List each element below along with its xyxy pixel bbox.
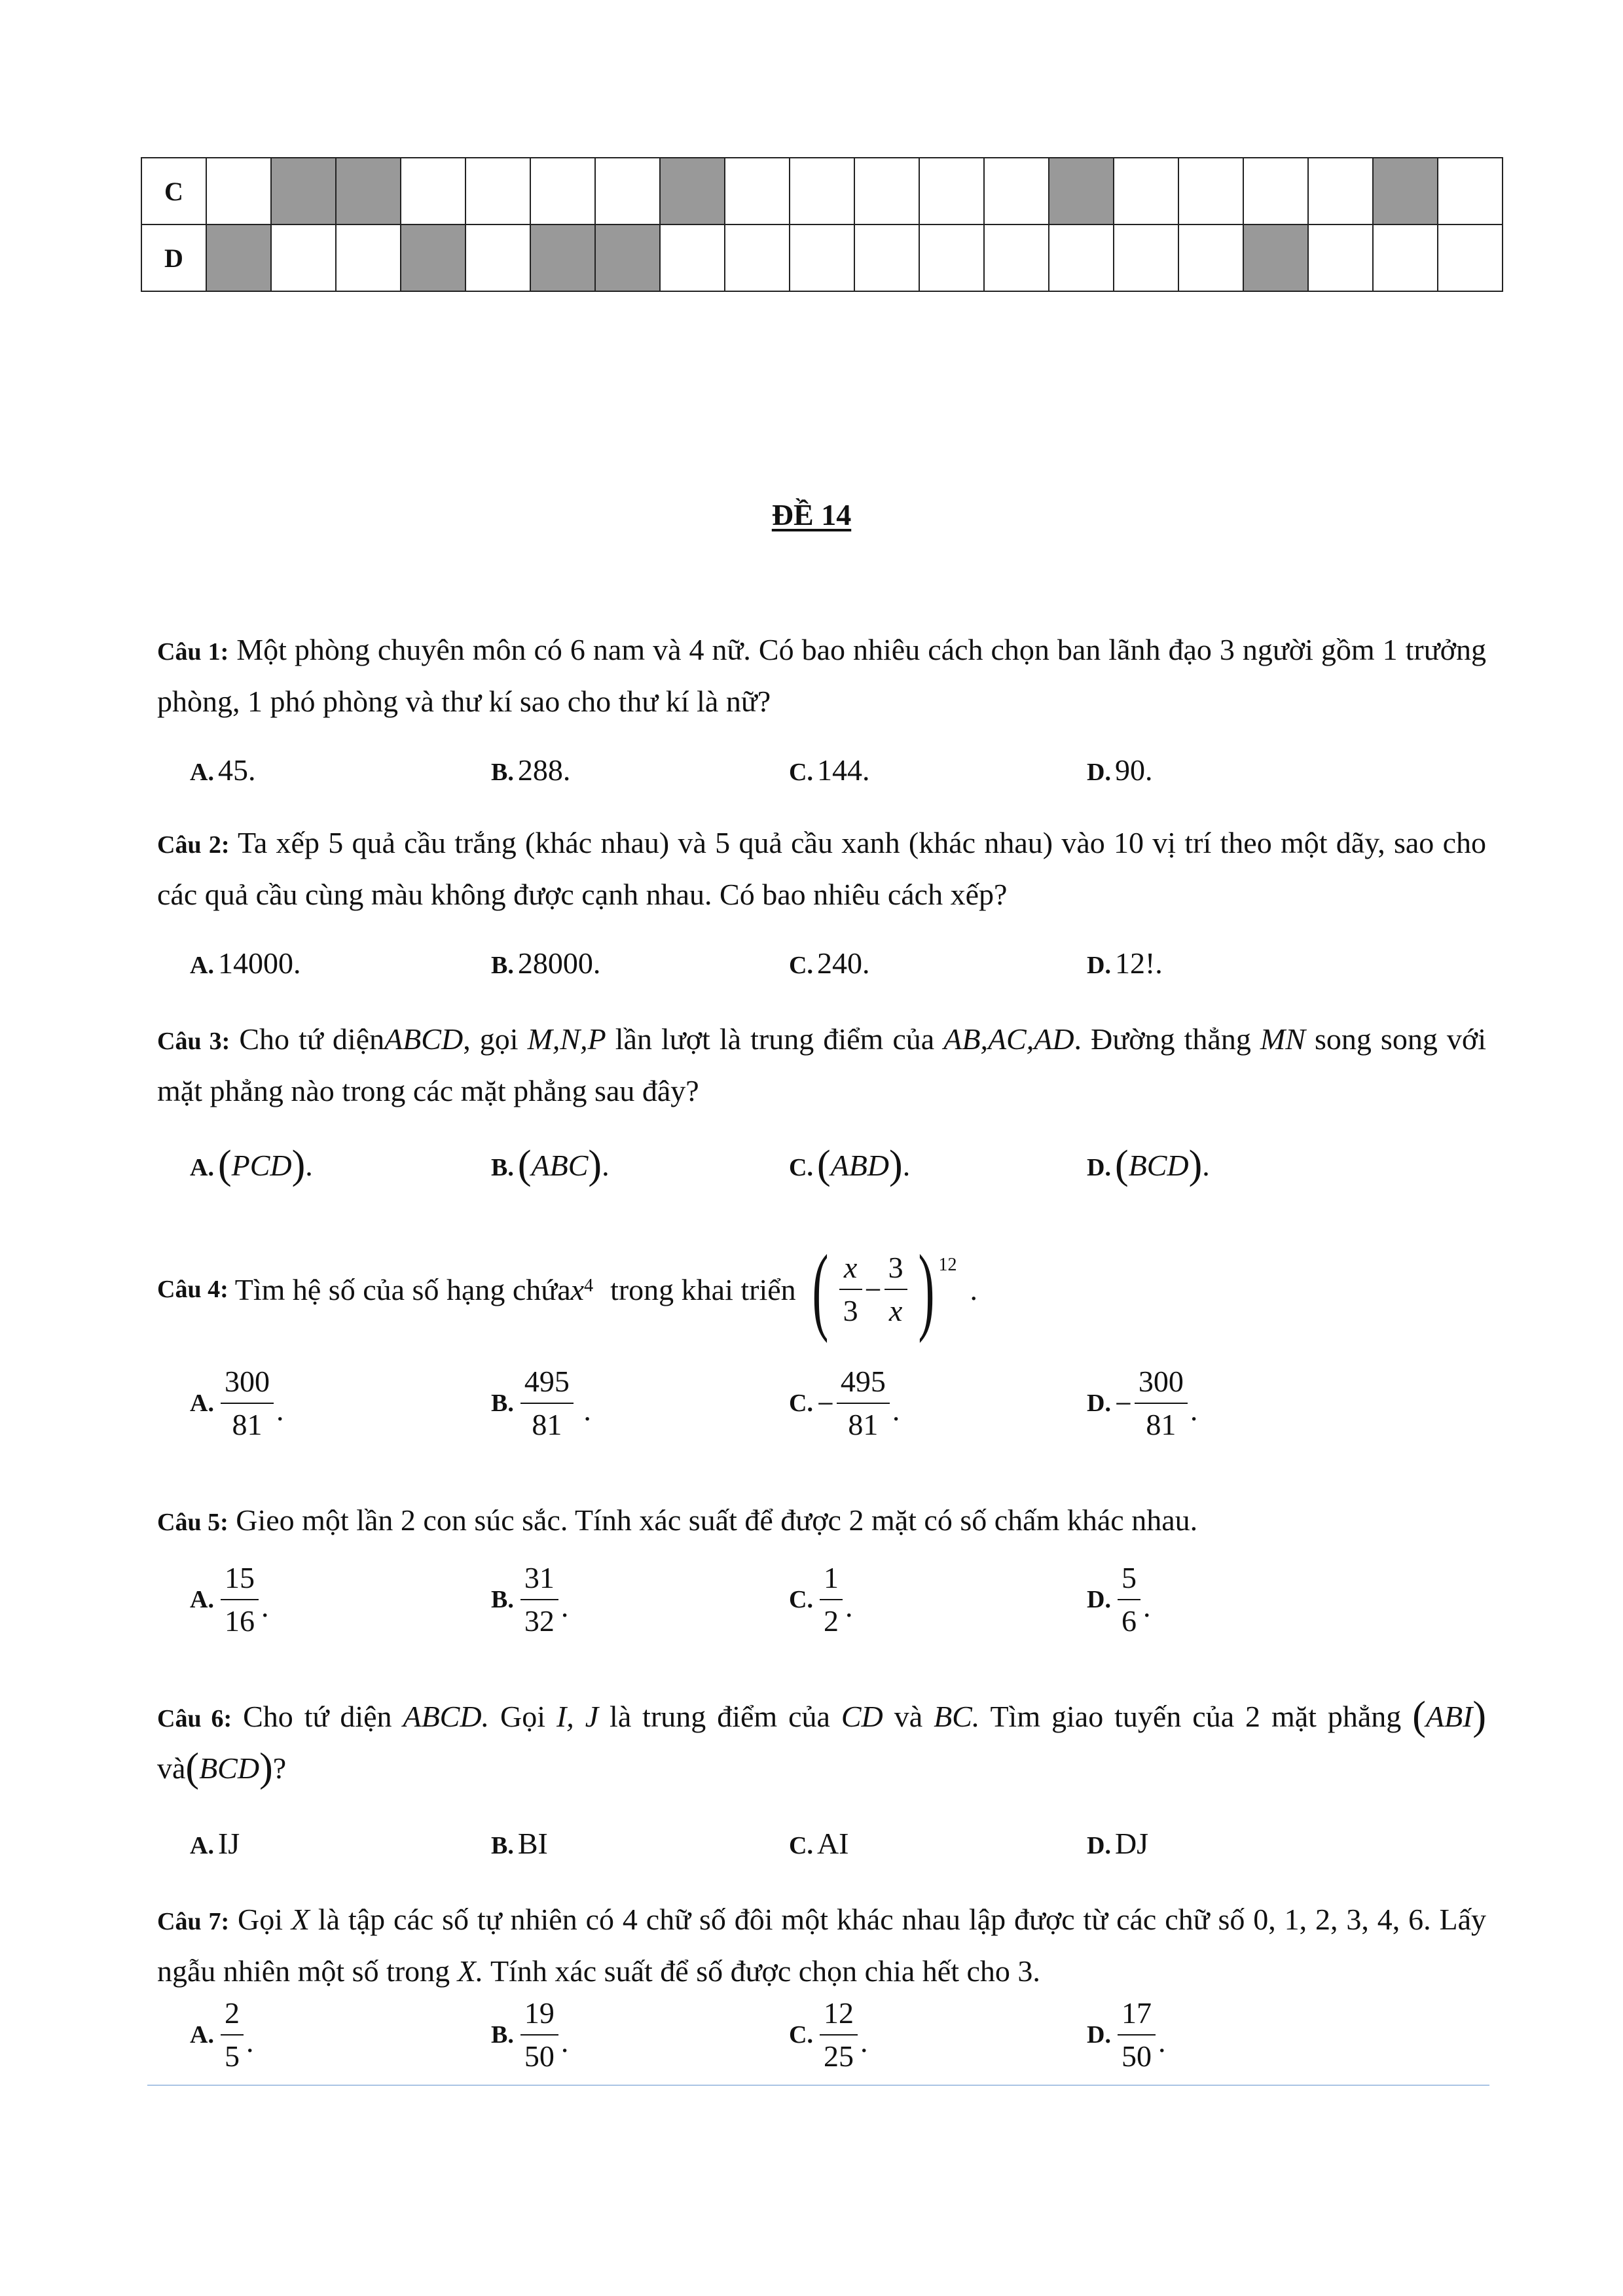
answer-cell[interactable] xyxy=(1178,158,1243,224)
question-1 xyxy=(157,625,1486,726)
answer-cell[interactable] xyxy=(530,158,595,224)
option-d[interactable]: D. $\frac{17}{50}$ . xyxy=(1087,1996,1166,2073)
option-d[interactable]: D.(BCD). xyxy=(1087,1143,1210,1187)
answer-cell[interactable] xyxy=(1373,224,1438,291)
option-d[interactable]: D. 12!. xyxy=(1087,946,1163,980)
answer-cell[interactable] xyxy=(790,224,854,291)
question-text: Ta xếp 5 quả cầu trắng (khác nhau) và 5 quả cầu xanh (khác nhau) vào 10 vị trí theo một dãy, sao cho các quả cầu cùng màu không được cạnh nhau. Có bao nhiêu cách xếp? xyxy=(157,826,1486,911)
option-b[interactable]: B. 288. xyxy=(491,753,571,787)
option-c[interactable]: C. 144. xyxy=(789,753,870,787)
answer-cell[interactable] xyxy=(1308,158,1373,224)
answer-row-label: C xyxy=(141,158,206,224)
answer-cell[interactable] xyxy=(725,224,790,291)
question-2 xyxy=(157,818,1486,919)
answer-cell[interactable] xyxy=(465,158,530,224)
answer-cell-filled[interactable] xyxy=(1243,224,1308,291)
question-label: Câu 6: xyxy=(157,1705,232,1732)
answer-cell[interactable] xyxy=(465,224,530,291)
answer-cell[interactable] xyxy=(854,158,919,224)
option-d[interactable]: D. − $\frac{300}{81}$ . xyxy=(1087,1365,1198,1441)
answer-cell-filled[interactable] xyxy=(271,158,336,224)
answer-cell[interactable] xyxy=(336,224,401,291)
option-b[interactable]: B. 28000. xyxy=(491,946,601,980)
option-b[interactable]: B. $\frac{31}{32}$ . xyxy=(491,1561,569,1638)
answer-cell-filled[interactable] xyxy=(206,224,271,291)
answer-cell[interactable] xyxy=(660,224,725,291)
option-a[interactable]: A.(PCD). xyxy=(190,1143,313,1187)
answer-cell[interactable] xyxy=(984,224,1049,291)
answer-cell-filled[interactable] xyxy=(595,224,660,291)
option-c[interactable]: C. $\frac{12}{25}$ . xyxy=(789,1996,868,2073)
option-a[interactable]: A. 14000. xyxy=(190,946,301,980)
answer-cell[interactable] xyxy=(984,158,1049,224)
answer-cell[interactable] xyxy=(854,224,919,291)
option-a[interactable]: A. 45. xyxy=(190,753,256,787)
answer-cell-filled[interactable] xyxy=(401,224,465,291)
answer-row-c xyxy=(141,158,1503,224)
binomial-expression: ( $\frac{x}{3}$ − $\frac{3}{x}$ ) $^{12}$ . xyxy=(812,1235,978,1344)
answer-cell[interactable] xyxy=(401,158,465,224)
answer-row-label: D xyxy=(141,224,206,291)
question-6: Câu 6: Cho tứ diện ABCD. Gọi I, J là trung điểm của CD và BC. Tìm giao tuyến của 2 mặt phẳng (ABI) và(BCD)? xyxy=(157,1694,1487,1790)
option-c[interactable]: C. − $\frac{495}{81}$ . xyxy=(789,1365,900,1441)
option-d[interactable]: D. DJ xyxy=(1087,1827,1149,1860)
answer-cell[interactable] xyxy=(1438,158,1503,224)
question-7: Câu 7: Gọi X là tập các số tự nhiên có 4 chữ số đôi một khác nhau lập được từ các chữ số 0, 1, 2, 3, 4, 6. Lấy ngẫu nhiên một số trong X. Tính xác suất để số được chọn chia hết cho 3. xyxy=(157,1903,1487,1988)
answer-cell[interactable] xyxy=(725,158,790,224)
question-text: Gieo một lần 2 con súc sắc. Tính xác suất để được 2 mặt có số chấm khác nhau. xyxy=(236,1503,1198,1537)
answer-cell[interactable] xyxy=(1243,158,1308,224)
option-d[interactable]: D. $\frac{5}{6}$ . xyxy=(1087,1561,1151,1638)
question-4: Câu 4: Tìm hệ số của số hạng chứa x $^4$ trong khai triển ( $\frac{x}{3}$ − $\frac{3}{x}$ ) $^{12}$ . xyxy=(157,1235,978,1344)
option-a[interactable]: A. $\frac{2}{5}$ . xyxy=(190,1996,254,2073)
answer-cell[interactable] xyxy=(1178,224,1243,291)
answer-cell[interactable] xyxy=(1438,224,1503,291)
option-c[interactable]: C. AI xyxy=(789,1827,849,1860)
option-a[interactable]: A. IJ xyxy=(190,1827,240,1860)
answer-key-table xyxy=(141,157,1503,292)
option-b[interactable]: B. $\frac{19}{50}$ . xyxy=(491,1996,569,2073)
footer-divider xyxy=(147,2085,1489,2086)
option-b[interactable]: B. BI xyxy=(491,1827,548,1860)
answer-cell-filled[interactable] xyxy=(1373,158,1438,224)
question-label: Câu 5: xyxy=(157,1509,228,1536)
answer-cell[interactable] xyxy=(1114,224,1178,291)
option-b[interactable]: B.(ABC). xyxy=(491,1143,610,1187)
question-5 xyxy=(157,1496,1486,1547)
answer-cell[interactable] xyxy=(1049,224,1114,291)
option-c[interactable]: C. $\frac{1}{2}$ . xyxy=(789,1561,853,1638)
answer-cell-filled[interactable] xyxy=(1049,158,1114,224)
answer-cell-filled[interactable] xyxy=(660,158,725,224)
question-label: Câu 4: xyxy=(157,1275,228,1303)
question-label: Câu 7: xyxy=(157,1908,230,1935)
answer-cell[interactable] xyxy=(595,158,660,224)
answer-cell[interactable] xyxy=(271,224,336,291)
option-a[interactable]: A. $\frac{15}{16}$ . xyxy=(190,1561,269,1638)
option-a[interactable]: A. $\frac{300}{81}$ . xyxy=(190,1365,284,1441)
answer-cell[interactable] xyxy=(1308,224,1373,291)
question-label: Câu 3: xyxy=(157,1028,230,1055)
question-label: Câu 1: xyxy=(157,638,229,666)
answer-cell-filled[interactable] xyxy=(530,224,595,291)
answer-cell[interactable] xyxy=(919,158,984,224)
option-b[interactable]: B. $\frac{495}{81}$ . xyxy=(491,1365,591,1441)
question-label: Câu 2: xyxy=(157,831,230,859)
exam-title: ĐỀ 14 xyxy=(771,498,852,531)
answer-cell[interactable] xyxy=(919,224,984,291)
option-c[interactable]: C. 240. xyxy=(789,946,870,980)
answer-cell[interactable] xyxy=(790,158,854,224)
question-3: Câu 3: Cho tứ diệnABCD, gọi M,N,P lần lượt là trung điểm của AB,AC,AD. Đường thẳng MN song song với mặt phẳng nào trong các mặt phẳng sau đây? xyxy=(157,1022,1486,1107)
answer-cell[interactable] xyxy=(1114,158,1178,224)
option-d[interactable]: D. 90. xyxy=(1087,753,1153,787)
question-text: Một phòng chuyên môn có 6 nam và 4 nữ. Có bao nhiêu cách chọn ban lãnh đạo 3 người gồm 1 trưởng phòng, 1 phó phòng và thư kí sao cho thư kí là nữ? xyxy=(157,633,1487,718)
option-c[interactable]: C.(ABD). xyxy=(789,1143,911,1187)
answer-cell-filled[interactable] xyxy=(336,158,401,224)
answer-row-d xyxy=(141,224,1503,291)
answer-cell[interactable] xyxy=(206,158,271,224)
